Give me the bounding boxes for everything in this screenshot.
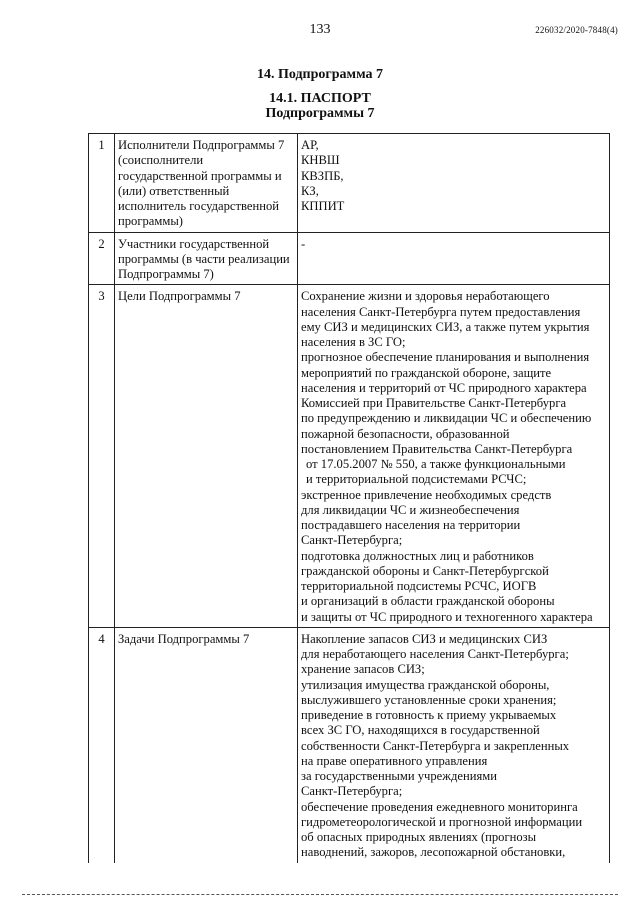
row-value <box>298 627 610 862</box>
row-value-line: об опасных природных явлениях (прогнозы <box>301 830 537 844</box>
row-value-line: Комиссией при Правительстве Санкт-Петербурга <box>301 396 567 410</box>
row-value <box>298 285 610 628</box>
row-value-line: выслужившего установленные сроки хранения; <box>301 692 557 707</box>
row-value-line: КППИТ <box>301 199 345 213</box>
row-value-line: и защиты от ЧС природного и техногенного характера <box>301 609 593 624</box>
row-value-line: АР, <box>301 138 319 152</box>
row-value-line: обеспечение проведения ежедневного мониторинга <box>301 799 578 814</box>
row-label <box>115 627 298 862</box>
row-value-line: населения и территорий от ЧС природного характера <box>301 380 587 395</box>
row-value-line: и организаций в области гражданской обороны <box>301 594 555 609</box>
row-value-line: наводнений, зажоров, лесопожарной обстановки, <box>301 845 566 860</box>
row-value-line: Накопление запасов СИЗ и медицинских СИЗ <box>301 631 548 646</box>
row-value-line: пострадавшего населения на территории <box>301 518 521 532</box>
passport-row <box>89 627 610 862</box>
row-value-line: всех ЗС ГО, находящихся в государственной <box>301 723 540 738</box>
row-label-text: Участники государственной программы (в части реализации Подпрограммы 7) <box>118 236 290 281</box>
row-value-line: за государственными учреждениями <box>301 769 497 783</box>
row-value-line: хранение запасов СИЗ; <box>301 662 425 677</box>
row-number: 2 <box>89 232 115 285</box>
row-value-line: на праве оперативного управления <box>301 753 488 768</box>
row-value-line: гидрометеорологической и прогнозной информации <box>301 814 583 829</box>
row-value-line: для неработающего населения Санкт-Петербурга; <box>301 647 569 661</box>
row-value-line: прогнозное обеспечение планирования и выполнения <box>301 350 590 365</box>
row-value-line: Санкт-Петербурга; <box>301 784 403 799</box>
row-label-text: Цели Подпрограммы 7 <box>118 289 241 304</box>
row-value <box>298 232 610 285</box>
row-value-line: приведение в готовность к приему укрываемых <box>301 708 557 722</box>
row-value-line: от 17.05.2007 № 550, а также функциональными <box>306 457 566 471</box>
passport-table <box>88 133 610 863</box>
row-value-line: ему СИЗ и медицинских СИЗ, а также путем укрытия <box>301 319 590 334</box>
passport-row <box>89 285 610 628</box>
row-value-line: гражданской обороны и Санкт-Петербургской <box>301 563 549 578</box>
page-number: 133 <box>309 22 331 37</box>
row-value-line: собственности Санкт-Петербурга и закрепленных <box>301 738 570 753</box>
passport-row <box>89 134 610 233</box>
row-number: 3 <box>89 285 115 628</box>
passport-table-body <box>89 134 610 863</box>
row-value-line: утилизация имущества гражданской обороны, <box>301 677 550 692</box>
row-value <box>298 134 610 233</box>
row-label <box>115 232 298 285</box>
row-value-line: подготовка должностных лиц и работников <box>301 548 534 563</box>
row-label-text: Задачи Подпрограммы 7 <box>118 631 250 646</box>
row-value-line: - <box>301 236 306 251</box>
document-code: 226032/2020-7848(4) <box>535 25 618 35</box>
row-label <box>115 285 298 628</box>
row-value-line: населения в ЗС ГО; <box>301 335 406 349</box>
section-title: 14. Подпрограмма 7 <box>256 67 384 82</box>
passport-row <box>89 232 610 285</box>
passport-subtitle: Подпрограммы 7 <box>265 106 375 121</box>
row-label-text: Исполнители Подпрограммы 7 (соисполнители государственной программы и (или) ответственный исполнитель государственной программы) <box>118 138 285 229</box>
row-value-line: Сохранение жизни и здоровья неработающего <box>301 289 550 304</box>
row-value-line: пожарной безопасности, образованной <box>301 426 510 441</box>
row-value-line: КВЗПБ, <box>301 168 344 183</box>
row-value-line: постановлением Правительства Санкт-Петербурга <box>301 441 573 456</box>
row-value-line: Санкт-Петербурга; <box>301 533 403 548</box>
row-value-line: КЗ, <box>301 183 319 198</box>
row-value-line: по предупреждению и ликвидации ЧС и обеспечению <box>301 411 592 426</box>
row-value-line: населения Санкт-Петербурга путем предоставления <box>301 304 581 319</box>
row-number: 4 <box>89 627 115 862</box>
row-value-line: КНВШ <box>301 153 340 168</box>
row-value-line: экстренное привлечение необходимых средств <box>301 487 552 502</box>
row-number: 1 <box>89 134 115 233</box>
row-value-line: для ликвидации ЧС и жизнеобеспечения <box>301 502 520 517</box>
passport-title: 14.1. ПАСПОРТ <box>269 91 371 106</box>
row-value-line: и территориальной подсистемами РСЧС; <box>306 472 527 487</box>
row-label <box>115 134 298 233</box>
row-value-line: территориальной подсистемы РСЧС, ИОГВ <box>301 579 537 593</box>
row-value-line: мероприятий по гражданской обороне, защите <box>301 365 552 380</box>
footer-scan-marks <box>22 894 618 899</box>
